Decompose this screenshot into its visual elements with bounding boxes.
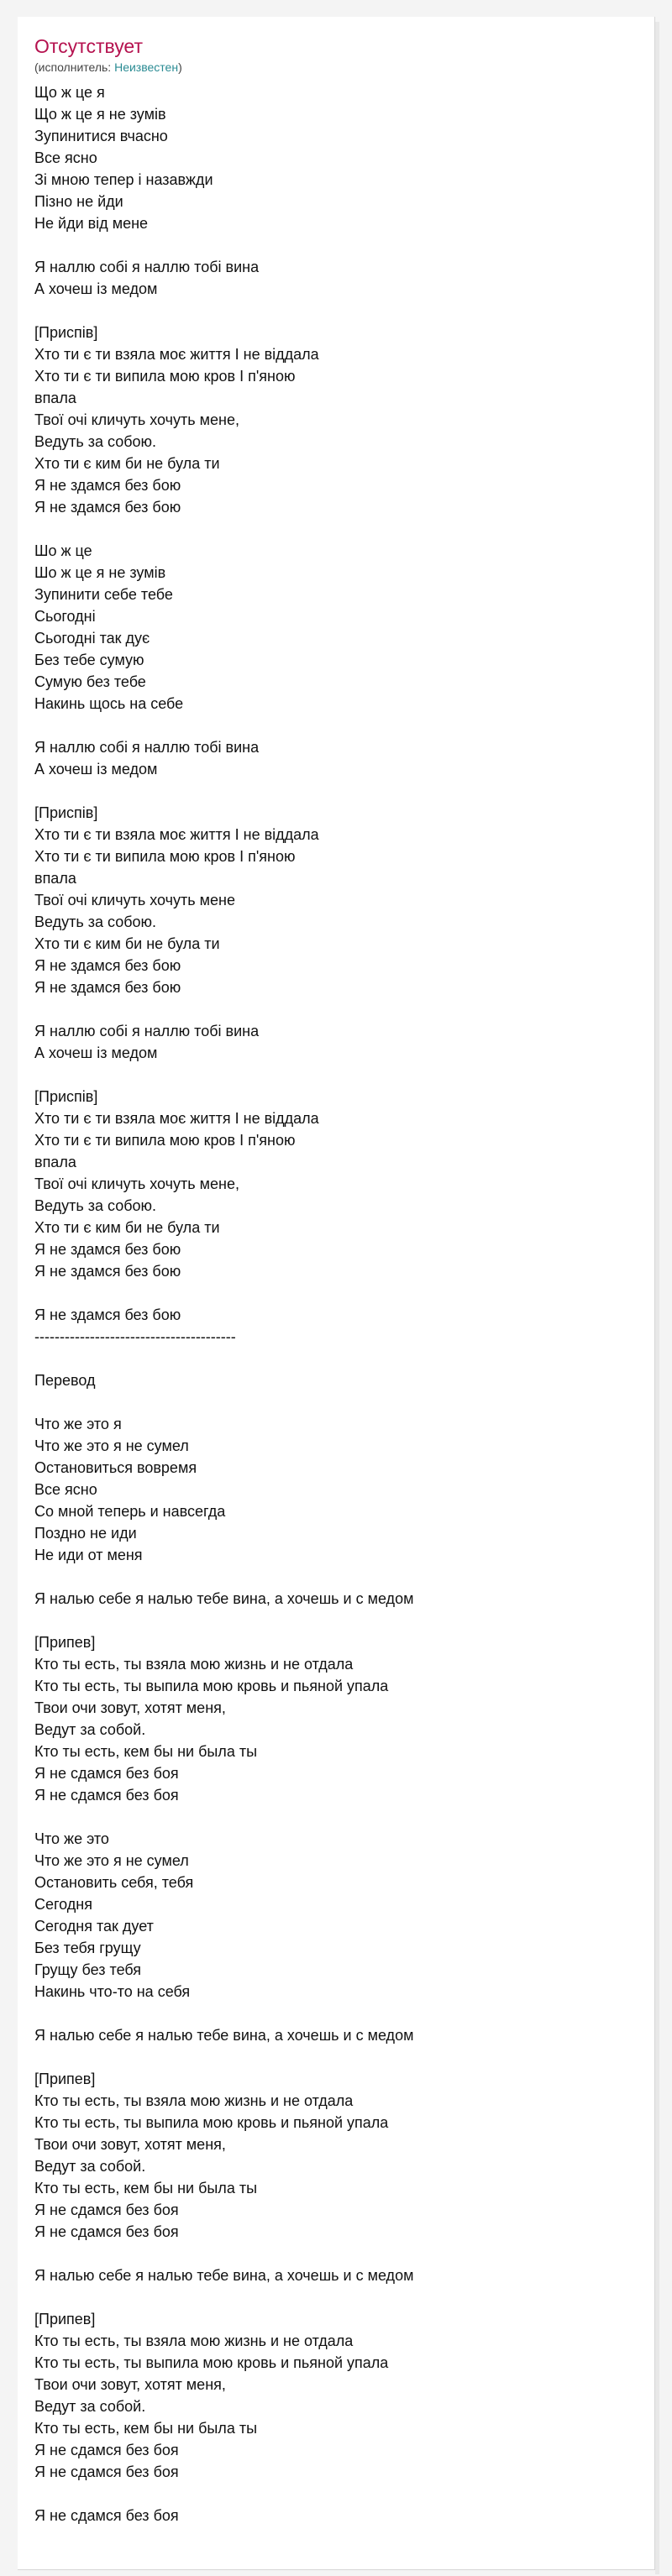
stanza-gap: [34, 1610, 654, 1631]
lyric-line: Остановиться вовремя: [34, 1459, 197, 1476]
performer-name-link[interactable]: Неизвестен: [114, 60, 179, 74]
lyric-line: [Припев]: [34, 1634, 96, 1651]
stanza-gap: [34, 2243, 654, 2264]
lyric-line: Кто ты есть, ты взяла мою жизнь и не отдала: [34, 2092, 354, 2109]
lyric-line: Я налью себе я налью тебе вина, а хочешь и с медом: [34, 2027, 414, 2044]
stanza-gap: [34, 234, 654, 256]
lyric-line: Я наллю собі я наллю тобі вина: [34, 259, 260, 275]
lyric-line: Ведут за собой.: [34, 2398, 146, 2415]
lyric-line: впала: [34, 870, 76, 887]
lyrics-body: [34, 81, 654, 2526]
lyric-line: Твої очі кличуть хочуть мене: [34, 892, 235, 908]
stanza-gap: [34, 1566, 654, 1588]
performer-prefix: (исполнитель:: [34, 60, 115, 74]
lyric-line: А хочеш із медом: [34, 1045, 158, 1061]
lyric-line: Ведут за собой.: [34, 1721, 146, 1738]
lyric-line: Що ж це я не зумів: [34, 106, 166, 123]
lyric-line: Хто ти є ти взяла моє життя І не віддала: [34, 1110, 319, 1127]
lyric-line: Твои очи зовут, хотят меня,: [34, 1699, 226, 1716]
lyric-line: [Приспів]: [34, 804, 98, 821]
stanza-gap: [34, 1064, 654, 1086]
lyric-line: Я не сдамся без боя: [34, 2463, 179, 2480]
lyric-line: Хто ти є ким би не була ти: [34, 935, 220, 952]
lyric-line: Не иди от меня: [34, 1547, 143, 1563]
lyric-line: [Приспів]: [34, 1088, 98, 1105]
stanza-gap: [34, 998, 654, 1020]
lyric-line: Что же это: [34, 1830, 109, 1847]
lyric-line: Я не здамся без бою: [34, 1241, 181, 1258]
stanza-gap: [34, 1348, 654, 1369]
lyric-line: Сегодня так дует: [34, 1918, 154, 1935]
lyric-line: Я наллю собі я наллю тобі вина: [34, 739, 260, 756]
lyric-line: Кто ты есть, ты выпила мою кровь и пьяной упала: [34, 1678, 389, 1694]
lyric-line: Что же это я не сумел: [34, 1852, 189, 1869]
lyric-line: Зі мною тепер і назавжди: [34, 171, 213, 188]
stanza-gap: [34, 2046, 654, 2068]
lyric-line: Перевод: [34, 1372, 96, 1389]
lyric-line: Хто ти є ти взяла моє життя І не віддала: [34, 826, 319, 843]
lyric-line: Хто ти є ти випила мою кров І п'яною: [34, 848, 296, 865]
stanza-gap: [34, 518, 654, 540]
lyric-line: Кто ты есть, ты выпила мою кровь и пьяной упала: [34, 2354, 389, 2371]
lyric-line: Поздно не иди: [34, 1525, 137, 1542]
lyric-line: Сегодня: [34, 1896, 92, 1913]
lyric-line: Я не здамся без бою: [34, 957, 181, 974]
stanza-gap: [34, 1806, 654, 1828]
stanza-gap: [34, 2483, 654, 2505]
lyric-line: Со мной теперь и навсегда: [34, 1503, 226, 1520]
stanza-gap: [34, 1282, 654, 1304]
lyric-line: Не йди від мене: [34, 215, 149, 232]
lyric-line: Я не здамся без бою: [34, 499, 181, 516]
lyric-line: Я не сдамся без боя: [34, 2507, 179, 2524]
lyric-line: Я не здамся без бою: [34, 477, 181, 494]
lyric-line: Ведуть за собою.: [34, 1197, 157, 1214]
lyric-line: впала: [34, 390, 76, 406]
lyric-line: впала: [34, 1154, 76, 1170]
lyric-line: Без тебя грущу: [34, 1940, 141, 1956]
lyric-line: Шо ж це: [34, 542, 92, 559]
lyric-line: Я не здамся без бою: [34, 1263, 181, 1280]
lyric-line: Грущу без тебя: [34, 1961, 142, 1978]
lyric-line: Зупинитися вчасно: [34, 128, 168, 144]
stanza-gap: [34, 300, 654, 322]
lyric-line: Остановить себя, тебя: [34, 1874, 194, 1891]
stanza-gap: [34, 715, 654, 736]
lyric-line: Я не здамся без бою: [34, 979, 181, 996]
lyric-line: Кто ты есть, кем бы ни была ты: [34, 2180, 258, 2196]
stanza-gap: [34, 780, 654, 802]
lyric-line: Все ясно: [34, 149, 97, 166]
lyric-line: Я налью себе я налью тебе вина, а хочешь и с медом: [34, 1590, 414, 1607]
stanza-gap: [34, 1391, 654, 1413]
lyric-line: Кто ты есть, ты взяла мою жизнь и не отдала: [34, 1656, 354, 1673]
lyric-line: Кто ты есть, ты взяла мою жизнь и не отдала: [34, 2333, 354, 2349]
lyrics-card: [18, 17, 655, 2570]
lyric-line: Кто ты есть, кем бы ни была ты: [34, 1743, 258, 1760]
lyric-line: Я не сдамся без боя: [34, 2442, 179, 2458]
lyric-line: Твої очі кличуть хочуть мене,: [34, 411, 239, 428]
lyric-line: Ведуть за собою.: [34, 914, 157, 930]
lyric-line: Хто ти є ким би не була ти: [34, 1219, 220, 1236]
lyric-line: Хто ти є ти випила мою кров І п'яною: [34, 1132, 296, 1149]
performer-line: [34, 60, 654, 75]
stanza-gap: [34, 2286, 654, 2308]
lyric-line: Я налью себе я налью тебе вина, а хочешь и с медом: [34, 2267, 414, 2284]
lyric-line: [Приспів]: [34, 324, 98, 341]
lyric-line: [Припев]: [34, 2071, 96, 2087]
lyric-line: Я не сдамся без боя: [34, 2202, 179, 2218]
lyric-line: Что же это я: [34, 1416, 122, 1432]
lyric-line: Я не сдамся без боя: [34, 1765, 179, 1782]
lyric-line: Я наллю собі я наллю тобі вина: [34, 1023, 260, 1039]
lyric-line: Без тебе сумую: [34, 652, 144, 668]
performer-suffix: ): [178, 60, 182, 74]
lyric-line: Сьогодні так дує: [34, 630, 150, 647]
stanza-gap: [34, 2003, 654, 2024]
lyric-line: Я не здамся без бою: [34, 1306, 181, 1323]
song-title: Отсутствует: [34, 35, 143, 57]
lyric-line: Хто ти є ким би не була ти: [34, 455, 220, 472]
lyric-line: Я не сдамся без боя: [34, 2223, 179, 2240]
lyric-line: [Припев]: [34, 2311, 96, 2327]
lyric-line: Пізно не йди: [34, 193, 123, 210]
lyric-line: Хто ти є ти взяла моє життя І не віддала: [34, 346, 319, 363]
lyric-line: Я не сдамся без боя: [34, 1787, 179, 1804]
lyric-line: Сумую без тебе: [34, 673, 146, 690]
lyric-line: ----------------------------------------: [34, 1328, 236, 1345]
lyric-line: Накинь щось на себе: [34, 695, 184, 712]
lyric-line: Що ж це я: [34, 84, 105, 101]
lyric-line: Сьогодні: [34, 608, 96, 625]
lyric-line: Ведут за собой.: [34, 2158, 146, 2175]
lyric-line: Твои очи зовут, хотят меня,: [34, 2136, 226, 2153]
lyric-line: Ведуть за собою.: [34, 433, 157, 450]
lyric-line: Кто ты есть, ты выпила мою кровь и пьяной упала: [34, 2114, 389, 2131]
lyric-line: Зупинити себе тебе: [34, 586, 173, 603]
lyric-line: Все ясно: [34, 1481, 97, 1498]
lyric-line: Твої очі кличуть хочуть мене,: [34, 1175, 239, 1192]
lyric-line: А хочеш із медом: [34, 761, 158, 778]
lyric-line: Шо ж це я не зумів: [34, 564, 166, 581]
lyric-line: Накинь что-то на себя: [34, 1983, 191, 2000]
lyric-line: Хто ти є ти випила мою кров І п'яною: [34, 368, 296, 385]
lyric-line: Что же это я не сумел: [34, 1437, 189, 1454]
lyric-line: А хочеш із медом: [34, 280, 158, 297]
lyric-line: Твои очи зовут, хотят меня,: [34, 2376, 226, 2393]
lyric-line: Кто ты есть, кем бы ни была ты: [34, 2420, 258, 2437]
